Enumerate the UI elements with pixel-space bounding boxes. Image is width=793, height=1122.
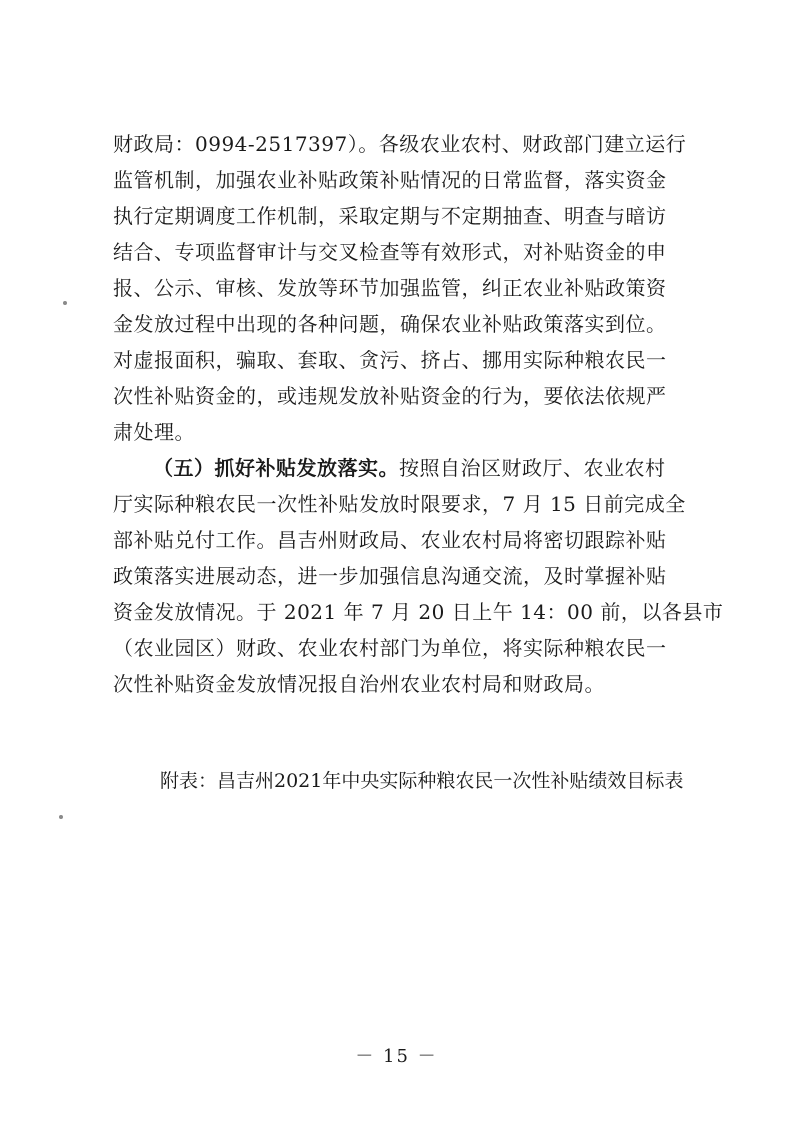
body-text (113, 126, 724, 702)
text-line: 监管机制，加强农业补贴政策补贴情况的日常监督，落实资金 (113, 168, 667, 192)
text-line: 报、公示、审核、发放等环节加强监管，纠正农业补贴政策资 (113, 276, 667, 300)
section-heading: （五）抓好补贴发放落实。 (153, 456, 399, 480)
text-line: 金发放过程中出现的各种问题，确保农业补贴政策落实到位。 (113, 312, 667, 336)
scan-mark (63, 301, 67, 305)
scan-mark (59, 815, 63, 819)
paragraph-subsidy-distribution (113, 450, 724, 702)
text-line: 财政局：0994-2517397）。各级农业农村、财政部门建立运行 (113, 132, 687, 156)
text-line: （农业园区）财政、农业农村部门为单位，将实际种粮农民一 (113, 636, 667, 660)
text-line: 政策落实进展动态，进一步加强信息沟通交流，及时掌握补贴 (113, 564, 667, 588)
paragraph-supervision (113, 126, 698, 450)
text-line: 次性补贴资金的，或违规发放补贴资金的行为，要依法依规严 (113, 384, 667, 408)
text-line: 部补贴兑付工作。昌吉州财政局、农业农村局将密切跟踪补贴 (113, 528, 667, 552)
text-line: 厅实际种粮农民一次性补贴发放时限要求，7 月 15 日前完成全 (113, 492, 686, 516)
text-line: 对虚报面积，骗取、套取、贪污、挤占、挪用实际种粮农民一 (113, 348, 667, 372)
text-line: 肃处理。 (113, 420, 195, 444)
attachment-note: 附表：昌吉州2021年中央实际种粮农民一次性补贴绩效目标表 (160, 770, 684, 792)
text-line: 次性补贴资金发放情况报自治州农业农村局和财政局。 (113, 672, 605, 696)
text-line: 资金发放情况。于 2021 年 7 月 20 日上午 14：00 前，以各县市 (113, 600, 724, 624)
page-number: － 15 － (355, 1046, 438, 1067)
text-line (113, 450, 698, 486)
text-span: 按照自治区财政厅、农业农村 (399, 456, 666, 480)
text-line: 结合、专项监督审计与交叉检查等有效形式，对补贴资金的申 (113, 240, 667, 264)
text-line: 执行定期调度工作机制，采取定期与不定期抽查、明查与暗访 (113, 204, 667, 228)
